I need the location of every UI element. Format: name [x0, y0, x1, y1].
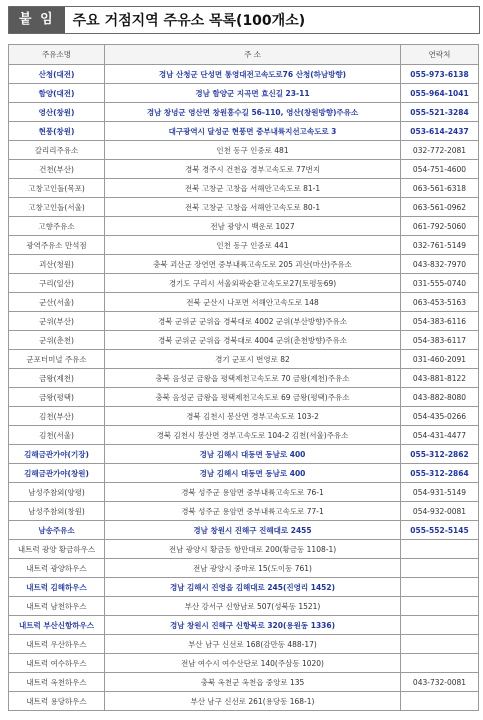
phone-cell: 043-732-0081 — [401, 673, 479, 692]
station-name-cell: 내트럭 광양 황금하우스 — [9, 540, 105, 559]
phone-cell — [401, 578, 479, 597]
station-name-cell: 김해금관가야(창원) — [9, 464, 105, 483]
table-row — [9, 540, 479, 559]
station-name-cell: 괴산(청원) — [9, 255, 105, 274]
address-cell: 대구광역시 달성군 현풍면 중부내륙지선고속도로 3 — [105, 122, 401, 141]
address-cell: 충북 괴산군 장연면 중부내륙고속도로 205 괴산(마산)주유소 — [105, 255, 401, 274]
phone-cell: 055-521-3284 — [401, 103, 479, 122]
address-cell: 경기 군포시 번영로 82 — [105, 350, 401, 369]
address-cell: 충북 음성군 금왕읍 평택제천고속도로 70 금왕(제천)주유소 — [105, 369, 401, 388]
station-name-cell: 내트럭 우산하우스 — [9, 635, 105, 654]
attachment-tag: 붙 임 — [9, 7, 65, 33]
table-row — [9, 312, 479, 331]
table-row — [9, 179, 479, 198]
station-name-cell: 내트럭 남천하우스 — [9, 597, 105, 616]
column-header-address: 주 소 — [105, 45, 401, 65]
table-row — [9, 597, 479, 616]
address-cell: 전남 광양시 중마로 15(도이동 761) — [105, 559, 401, 578]
table-row — [9, 122, 479, 141]
address-cell: 경북 군위군 군위읍 경북대로 4002 군위(부산방향)주유소 — [105, 312, 401, 331]
table-row — [9, 502, 479, 521]
phone-cell: 061-792-5060 — [401, 217, 479, 236]
station-name-cell: 구리(일산) — [9, 274, 105, 293]
address-cell: 전북 군산시 나포면 서해안고속도로 148 — [105, 293, 401, 312]
station-name-cell: 내트럭 부산신항하우스 — [9, 616, 105, 635]
phone-cell: 054-431-4477 — [401, 426, 479, 445]
phone-cell: 055-973-6138 — [401, 65, 479, 84]
station-name-cell: 김천(서울) — [9, 426, 105, 445]
station-name-cell: 김천(부산) — [9, 407, 105, 426]
table-row — [9, 426, 479, 445]
station-name-cell: 내트럭 용당하우스 — [9, 692, 105, 711]
station-name-cell: 고창고인돌(목포) — [9, 179, 105, 198]
address-cell: 경남 창원시 진해구 진해대로 2455 — [105, 521, 401, 540]
table-row — [9, 217, 479, 236]
page-title: 주요 거점지역 주유소 목록(100개소) — [72, 13, 306, 29]
table-header-row — [9, 45, 479, 65]
table-row — [9, 635, 479, 654]
address-cell: 전남 광양시 황금동 항만대로 200(황금동 1108-1) — [105, 540, 401, 559]
address-cell: 경남 창녕군 영산면 창원흥수길 56-110, 영산(창원방향)주유소 — [105, 103, 401, 122]
table-row — [9, 673, 479, 692]
station-name-cell: 건천(부산) — [9, 160, 105, 179]
address-cell: 경기도 구리시 서울외곽순환고속도로27(토평동69) — [105, 274, 401, 293]
phone-cell: 055-312-2862 — [401, 445, 479, 464]
table-row — [9, 236, 479, 255]
address-cell: 경남 창원시 진해구 신항북로 320(용원동 1336) — [105, 616, 401, 635]
station-name-cell: 군위(춘천) — [9, 331, 105, 350]
phone-cell: 055-312-2864 — [401, 464, 479, 483]
table-row — [9, 521, 479, 540]
table-row — [9, 388, 479, 407]
station-name-cell: 금왕(제천) — [9, 369, 105, 388]
address-cell: 전남 여수시 여수산단로 140(주삼동 1020) — [105, 654, 401, 673]
table-row — [9, 103, 479, 122]
phone-cell: 054-751-4600 — [401, 160, 479, 179]
station-name-cell: 군산(서울) — [9, 293, 105, 312]
phone-cell — [401, 616, 479, 635]
phone-cell: 054-435-0266 — [401, 407, 479, 426]
table-row — [9, 331, 479, 350]
table-row — [9, 65, 479, 84]
address-cell: 경남 함양군 지곡면 효신길 23-11 — [105, 84, 401, 103]
address-cell: 경북 김천시 봉산면 경부고속도로 104-2 김천(서울)주유소 — [105, 426, 401, 445]
phone-cell: 043-832-7970 — [401, 255, 479, 274]
address-cell: 경북 성주군 용암면 중부내륙고속도로 76-1 — [105, 483, 401, 502]
phone-cell: 063-561-6318 — [401, 179, 479, 198]
station-name-cell: 갈리리주유소 — [9, 141, 105, 160]
table-row — [9, 483, 479, 502]
address-cell: 인천 동구 인중로 441 — [105, 236, 401, 255]
station-name-cell: 군위(부산) — [9, 312, 105, 331]
station-name-cell: 남성주참외(양평) — [9, 483, 105, 502]
station-name-cell: 남성주참외(창원) — [9, 502, 105, 521]
phone-cell: 031-460-2091 — [401, 350, 479, 369]
table-row — [9, 84, 479, 103]
phone-cell: 054-932-0081 — [401, 502, 479, 521]
station-name-cell: 고창고인돌(서울) — [9, 198, 105, 217]
document-header — [8, 6, 480, 34]
phone-cell: 031-555-0740 — [401, 274, 479, 293]
address-cell: 부산 남구 신선로 168(감만동 488-17) — [105, 635, 401, 654]
phone-cell: 043-881-8122 — [401, 369, 479, 388]
address-cell: 충북 음성군 금왕읍 평택제천고속도로 69 금왕(평택)주유소 — [105, 388, 401, 407]
station-name-cell: 남송주유소 — [9, 521, 105, 540]
station-name-cell: 내트럭 김해하우스 — [9, 578, 105, 597]
table-row — [9, 654, 479, 673]
table-row — [9, 198, 479, 217]
station-name-cell: 현풍(창원) — [9, 122, 105, 141]
address-cell: 경북 군위군 군위읍 경북대로 4004 군위(춘천방향)주유소 — [105, 331, 401, 350]
address-cell: 경남 김해시 대동면 동남로 400 — [105, 445, 401, 464]
phone-cell — [401, 635, 479, 654]
column-header-name: 주유소명 — [9, 45, 105, 65]
table-row — [9, 255, 479, 274]
address-cell: 인천 동구 인중로 481 — [105, 141, 401, 160]
address-cell: 전북 고창군 고창읍 서해안고속도로 80-1 — [105, 198, 401, 217]
address-cell: 경북 김천시 봉산면 경부고속도로 103-2 — [105, 407, 401, 426]
phone-cell: 043-882-8080 — [401, 388, 479, 407]
station-name-cell: 김해금관가야(기장) — [9, 445, 105, 464]
phone-cell: 054-383-6116 — [401, 312, 479, 331]
phone-cell: 055-552-5145 — [401, 521, 479, 540]
station-name-cell: 영산(창원) — [9, 103, 105, 122]
address-cell: 경북 성주군 용암면 중부내륙고속도로 77-1 — [105, 502, 401, 521]
station-name-cell: 산청(대전) — [9, 65, 105, 84]
phone-cell — [401, 597, 479, 616]
station-name-cell: 광역주유소 만석점 — [9, 236, 105, 255]
table-row — [9, 369, 479, 388]
phone-cell: 055-964-1041 — [401, 84, 479, 103]
phone-cell: 054-931-5149 — [401, 483, 479, 502]
phone-cell — [401, 654, 479, 673]
table-row — [9, 350, 479, 369]
phone-cell — [401, 540, 479, 559]
station-name-cell: 고향주유소 — [9, 217, 105, 236]
station-name-cell: 내트럭 옥천하우스 — [9, 673, 105, 692]
table-row — [9, 692, 479, 711]
address-cell: 부산 남구 신선로 261(용당동 168-1) — [105, 692, 401, 711]
table-row — [9, 559, 479, 578]
station-name-cell: 금왕(평택) — [9, 388, 105, 407]
address-cell: 부산 강서구 신항남로 507(성북동 1521) — [105, 597, 401, 616]
phone-cell: 054-383-6117 — [401, 331, 479, 350]
address-cell: 경남 김해시 진영읍 김해대로 245(진영리 1452) — [105, 578, 401, 597]
station-name-cell: 군포터미널 주유소 — [9, 350, 105, 369]
phone-cell: 063-561-0962 — [401, 198, 479, 217]
table-row — [9, 407, 479, 426]
phone-cell — [401, 692, 479, 711]
address-cell: 충북 옥천군 옥천읍 중앙로 135 — [105, 673, 401, 692]
address-cell: 경남 산청군 단성면 통영대전고속도로76 산청(하남방향) — [105, 65, 401, 84]
phone-cell: 053-614-2437 — [401, 122, 479, 141]
table-row — [9, 616, 479, 635]
table-row — [9, 464, 479, 483]
table-row — [9, 445, 479, 464]
table-row — [9, 274, 479, 293]
phone-cell: 032-772-2081 — [401, 141, 479, 160]
table-row — [9, 578, 479, 597]
table-row — [9, 141, 479, 160]
phone-cell: 032-761-5149 — [401, 236, 479, 255]
table-row — [9, 160, 479, 179]
phone-cell — [401, 559, 479, 578]
column-header-phone: 연락처 — [401, 45, 479, 65]
station-name-cell: 함양(대전) — [9, 84, 105, 103]
address-cell: 전남 광양시 백운로 1027 — [105, 217, 401, 236]
address-cell: 경남 김해시 대동면 동남로 400 — [105, 464, 401, 483]
phone-cell: 063-453-5163 — [401, 293, 479, 312]
station-name-cell: 내트럭 여수하우스 — [9, 654, 105, 673]
station-name-cell: 내트럭 광양하우스 — [9, 559, 105, 578]
table-row — [9, 293, 479, 312]
gas-station-table — [8, 44, 479, 711]
address-cell: 경북 경주시 건천읍 경부고속도로 77번지 — [105, 160, 401, 179]
address-cell: 전북 고창군 고창읍 서해안고속도로 81-1 — [105, 179, 401, 198]
